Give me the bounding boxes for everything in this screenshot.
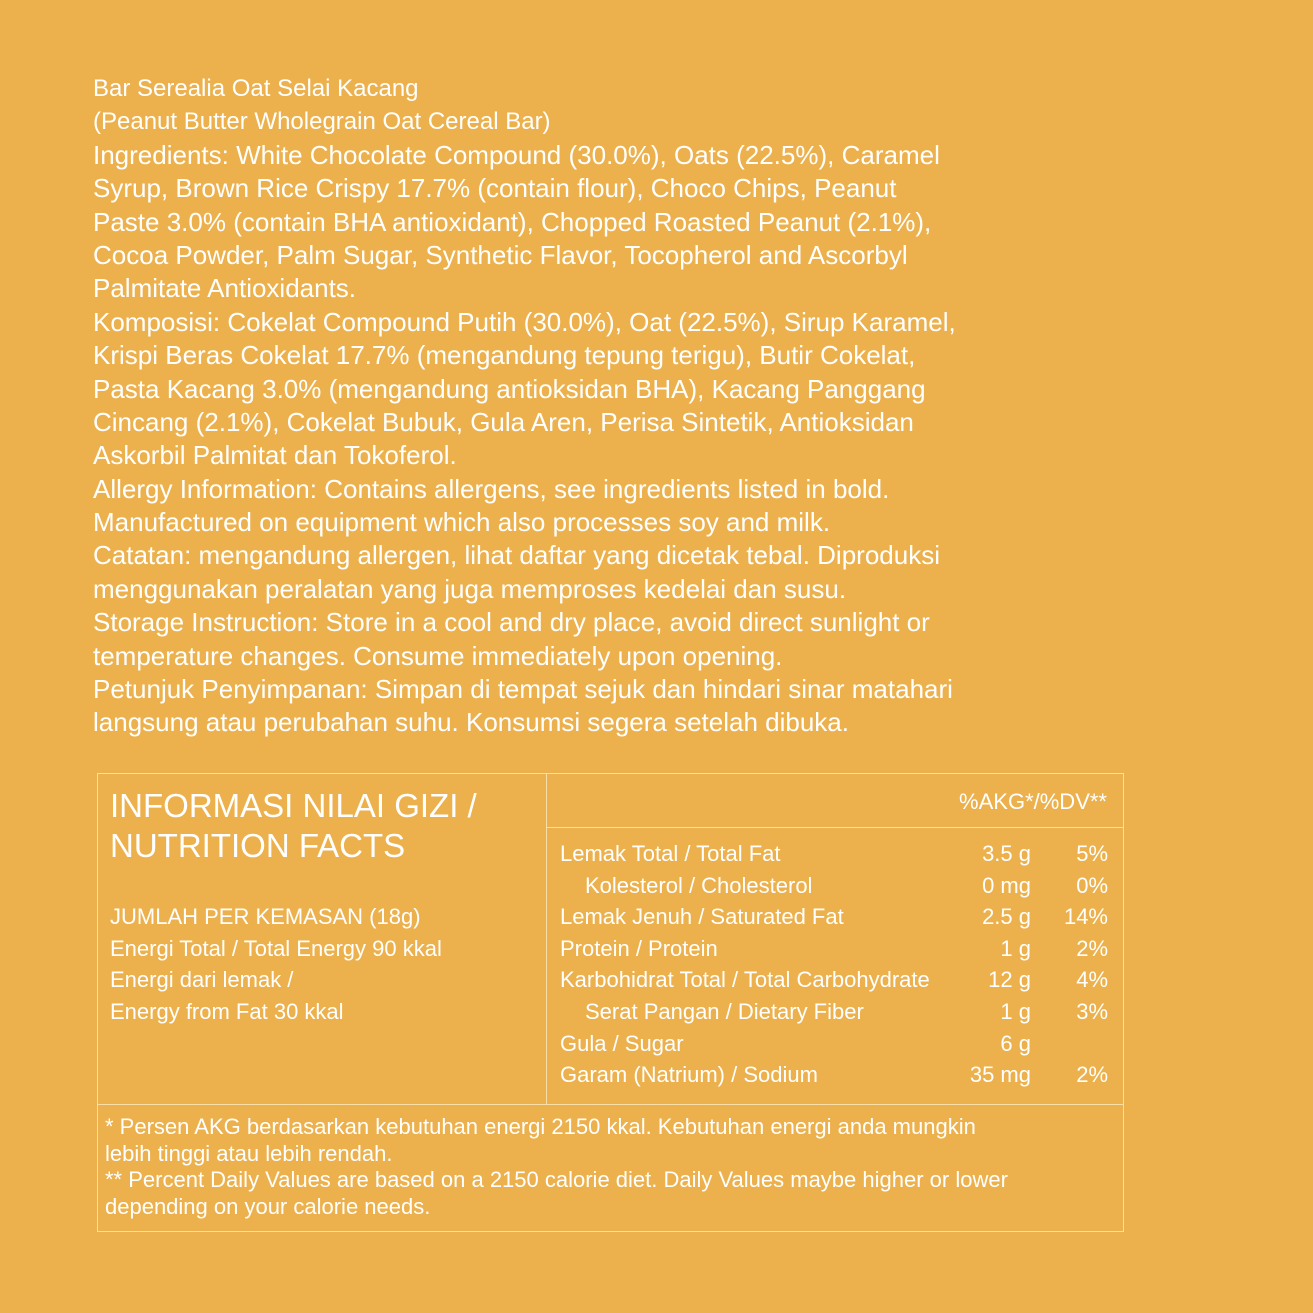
nutrient-amount: 1 g — [1000, 998, 1031, 1024]
nutrient-label: Lemak Jenuh / Saturated Fat — [560, 904, 844, 930]
total-energy: Energi Total / Total Energy 90 kkal — [110, 935, 442, 961]
header-divider — [546, 827, 1123, 828]
komposisi-line: Pasta Kacang 3.0% (mengandung antioksidan BHA), Kacang Panggang — [93, 373, 926, 404]
allergy-info-line: Allergy Information: Contains allergens, see ingredients listed in bold. — [93, 473, 890, 504]
nutrient-amount: 35 mg — [969, 1062, 1031, 1088]
nutrient-amount: 0 mg — [982, 872, 1031, 898]
komposisi-line: Askorbil Palmitat dan Tokoferol. — [93, 440, 457, 471]
nutrient-amount: 2.5 g — [982, 904, 1031, 930]
petunjuk-penyimpanan-line: Petunjuk Penyimpanan: Simpan di tempat sejuk dan hindari sinar matahari — [93, 674, 953, 705]
nutrient-dv: 3% — [1076, 998, 1108, 1024]
nutrient-label: Serat Pangan / Dietary Fiber — [585, 998, 864, 1024]
catatan-line: menggunakan peralatan yang juga memproses kedelai dan susu. — [93, 573, 847, 604]
nutrient-dv: 2% — [1076, 935, 1108, 961]
energy-from-fat-label: Energi dari lemak / — [110, 967, 294, 993]
dv-header: %AKG*/%DV** — [959, 789, 1107, 814]
nutrient-row-saturated-fat — [560, 901, 1108, 933]
product-description — [93, 72, 1193, 740]
nutrition-facts-panel — [97, 773, 1124, 1232]
nutrient-label: Protein / Protein — [560, 935, 718, 961]
nutrient-amount: 6 g — [1000, 1030, 1031, 1056]
nutrient-dv: 2% — [1076, 1062, 1108, 1088]
nutrient-amount: 12 g — [988, 967, 1031, 993]
nutrient-label: Karbohidrat Total / Total Carbohydrate — [560, 967, 930, 993]
nutrient-row-total-fat — [560, 838, 1108, 870]
nutrient-row-cholesterol — [560, 870, 1108, 902]
footnote-akg-cont: lebih tinggi atau lebih rendah. — [105, 1140, 393, 1166]
ingredients-line: Syrup, Brown Rice Crispy 17.7% (contain flour), Choco Chips, Peanut — [93, 173, 897, 204]
petunjuk-penyimpanan-line: langsung atau perubahan suhu. Konsumsi segera setelah dibuka. — [93, 707, 849, 738]
title-line-english: NUTRITION FACTS — [110, 827, 406, 864]
nutrient-amount: 1 g — [1000, 935, 1031, 961]
nutrient-dv: 14% — [1063, 904, 1108, 930]
nutrient-label: Garam (Natrium) / Sodium — [560, 1062, 818, 1088]
nutrient-label: Lemak Total / Total Fat — [560, 841, 781, 866]
nutrient-table — [560, 838, 1108, 1091]
nutrient-row-sodium — [560, 1059, 1108, 1091]
footnotes — [105, 1114, 1008, 1220]
footnote-divider — [98, 1104, 1123, 1105]
nutrient-row-dietary-fiber — [560, 996, 1108, 1028]
footnote-akg: * Persen AKG berdasarkan kebutuhan energi 2150 kkal. Kebutuhan energi anda mungkin — [105, 1114, 976, 1139]
ingredients-line: Palmitate Antioxidants. — [93, 273, 357, 304]
nutrient-row-protein — [560, 933, 1108, 965]
nutrient-label: Kolesterol / Cholesterol — [585, 872, 813, 898]
footnote-dv-cont: depending on your calorie needs. — [105, 1193, 431, 1219]
catatan-line: Catatan: mengandung allergen, lihat daftar yang dicetak tebal. Diproduksi — [93, 540, 940, 571]
serving-size: JUMLAH PER KEMASAN (18g) — [110, 904, 421, 929]
ingredients-line: Ingredients: White Chocolate Compound (30.0%), Oats (22.5%), Caramel — [93, 139, 940, 170]
ingredients-line: Paste 3.0% (contain BHA antioxidant), Chopped Roasted Peanut (2.1%), — [93, 206, 932, 237]
energy-from-fat-value: Energy from Fat 30 kkal — [110, 999, 344, 1025]
storage-instruction-line: temperature changes. Consume immediately upon opening. — [93, 640, 783, 671]
nutrient-dv: 0% — [1076, 872, 1108, 898]
nutrition-facts-title — [110, 786, 477, 866]
serving-info — [110, 901, 442, 1028]
komposisi-line: Komposisi: Cokelat Compound Putih (30.0%), Oat (22.5%), Sirup Karamel, — [93, 306, 956, 337]
nutrient-dv: 4% — [1076, 967, 1108, 993]
ingredients-line: Cocoa Powder, Palm Sugar, Synthetic Flavor, Tocopherol and Ascorbyl — [93, 239, 908, 270]
komposisi-line: Cincang (2.1%), Cokelat Bubuk, Gula Aren, Perisa Sintetik, Antioksidan — [93, 406, 914, 437]
komposisi-line: Krispi Beras Cokelat 17.7% (mengandung tepung terigu), Butir Cokelat, — [93, 340, 916, 371]
product-name: Bar Serealia Oat Selai Kacang — [93, 75, 419, 102]
vertical-divider — [546, 774, 547, 1104]
title-line-indonesian: INFORMASI NILAI GIZI / — [110, 787, 477, 824]
allergy-info-line: Manufactured on equipment which also processes soy and milk. — [93, 507, 831, 538]
product-name-english: (Peanut Butter Wholegrain Oat Cereal Bar) — [93, 108, 551, 136]
storage-instruction-line: Storage Instruction: Store in a cool and dry place, avoid direct sunlight or — [93, 607, 930, 638]
nutrient-label: Gula / Sugar — [560, 1030, 684, 1056]
nutrient-row-total-carbohydrate — [560, 964, 1108, 996]
nutrient-row-sugar — [560, 1028, 1108, 1060]
footnote-dv: ** Percent Daily Values are based on a 2150 calorie diet. Daily Values maybe higher or lower — [105, 1167, 1008, 1192]
nutrient-dv: 5% — [1076, 841, 1108, 866]
nutrient-amount: 3.5 g — [982, 841, 1031, 866]
